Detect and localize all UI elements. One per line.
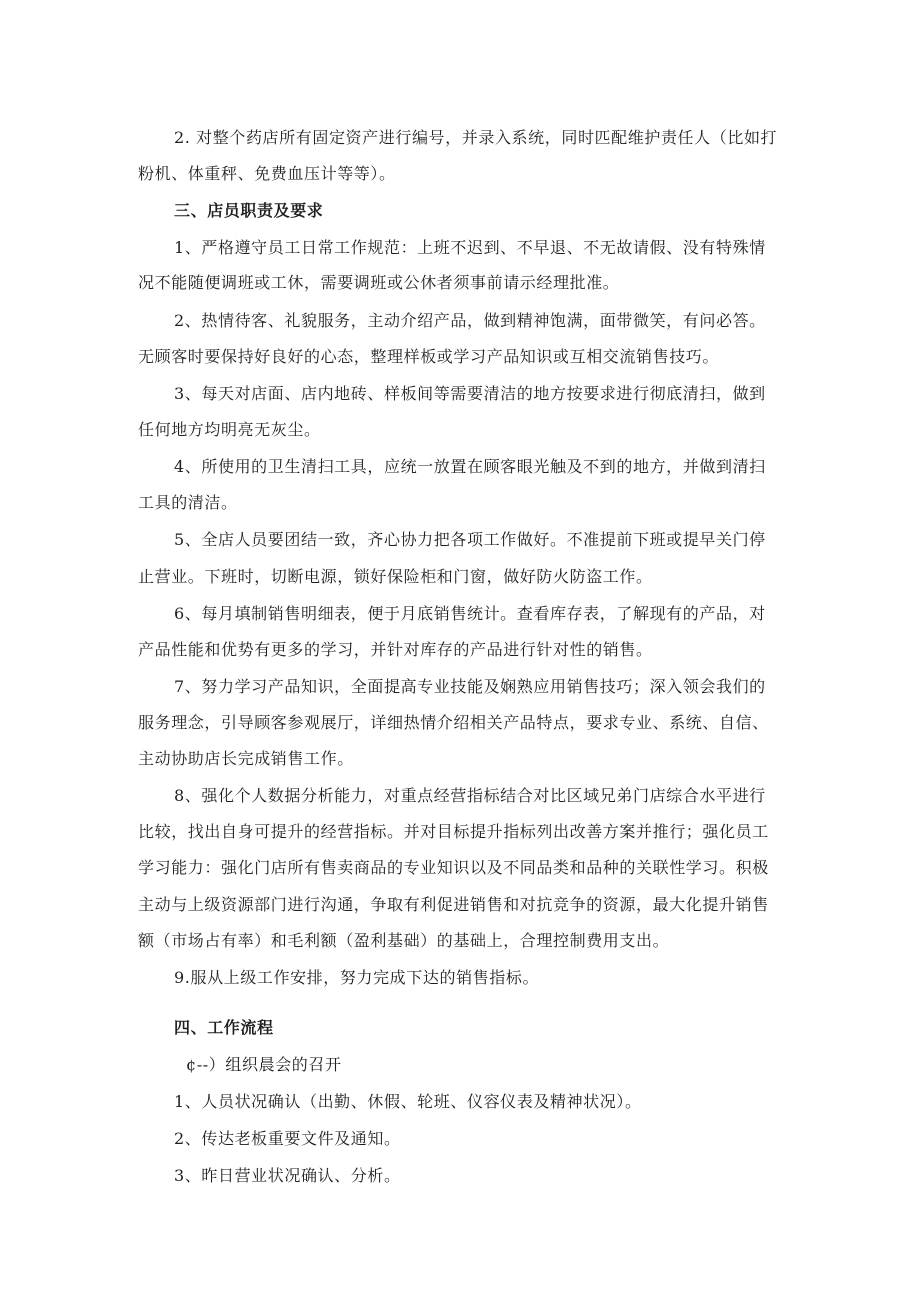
paragraph-line: 5、全店人员要团结一致，齐心协力把各项工作做好。不准提前下班或提早关门停 bbox=[174, 530, 766, 549]
paragraph-line: 止营业。下班时，切断电源，锁好保险柜和门窗，做好防火防盗工作。 bbox=[138, 567, 653, 586]
paragraph-line: 主动与上级资源部门进行沟通，争取有利促进销售和对抗竞争的资源，最大化提升销售 bbox=[138, 895, 769, 914]
paragraph-line: 产品性能和优势有更多的学习，并针对库存的产品进行针对性的销售。 bbox=[138, 640, 653, 659]
list-item: 2、传达老板重要文件及通知。 bbox=[174, 1129, 401, 1148]
paragraph-line: 6、每月填制销售明细表，便于月底销售统计。查看库存表，了解现有的产品，对 bbox=[174, 604, 766, 623]
paragraph-line: 4、所使用的卫生清扫工具，应统一放置在顾客眼光触及不到的地方，并做到清扫 bbox=[174, 457, 766, 476]
paragraph-line: 1、严格遵守员工日常工作规范：上班不迟到、不早退、不无故请假、没有特殊情 bbox=[174, 238, 766, 257]
paragraph-line: 额（市场占有率）和毛利额（盈利基础）的基础上，合理控制费用支出。 bbox=[138, 931, 670, 950]
list-item: 3、昨日营业状况确认、分析。 bbox=[174, 1166, 401, 1185]
paragraph-line: 9.服从上级工作安排，努力完成下达的销售指标。 bbox=[174, 968, 540, 987]
paragraph-line: 任何地方均明亮无灰尘。 bbox=[138, 420, 321, 439]
paragraph-line: 工具的清洁。 bbox=[138, 493, 238, 512]
paragraph-line: 学习能力：强化门店所有售卖商品的专业知识以及不同品类和品种的关联性学习。积极 bbox=[138, 858, 769, 877]
section-heading: 三、店员职责及要求 bbox=[174, 201, 324, 220]
paragraph-line: 况不能随便调班或工休，需要调班或公休者须事前请示经理批准。 bbox=[138, 273, 620, 292]
paragraph-line: 服务理念，引导顾客参观展厅，详细热情介绍相关产品特点，要求专业、系统、自信、 bbox=[138, 713, 769, 732]
paragraph-line: 8、强化个人数据分析能力，对重点经营指标结合对比区域兄弟门店综合水平进行 bbox=[174, 786, 766, 805]
paragraph-line: 粉机、体重秤、免费血压计等等）。 bbox=[138, 164, 396, 183]
paragraph-line: 2、热情待客、礼貌服务，主动介绍产品，做到精神饱满，面带微笑，有问必答。 bbox=[174, 311, 766, 330]
paragraph-line: 3、每天对店面、店内地砖、样板间等需要清洁的地方按要求进行彻底清扫，做到 bbox=[174, 384, 766, 403]
list-item: 1、人员状况确认（出勤、休假、轮班、仪容仪表及精神状况）。 bbox=[174, 1092, 642, 1111]
paragraph-line: 无顾客时要保持好良好的心态，整理样板或学习产品知识或互相交流销售技巧。 bbox=[138, 347, 720, 366]
paragraph-line: 7、努力学习产品知识，全面提高专业技能及娴熟应用销售技巧；深入领会我们的 bbox=[174, 677, 766, 696]
paragraph-line: 主动协助店长完成销售工作。 bbox=[138, 749, 354, 768]
section-heading: 四、工作流程 bbox=[174, 1018, 274, 1037]
subsection-heading: ¢--）组织晨会的召开 bbox=[186, 1055, 342, 1074]
paragraph-line: 比较，找出自身可提升的经营指标。并对目标提升指标列出改善方案并推行；强化员工 bbox=[138, 822, 769, 841]
paragraph-line: 2. 对整个药店所有固定资产进行编号，并录入系统，同时匹配维护责任人（比如打 bbox=[174, 128, 778, 147]
